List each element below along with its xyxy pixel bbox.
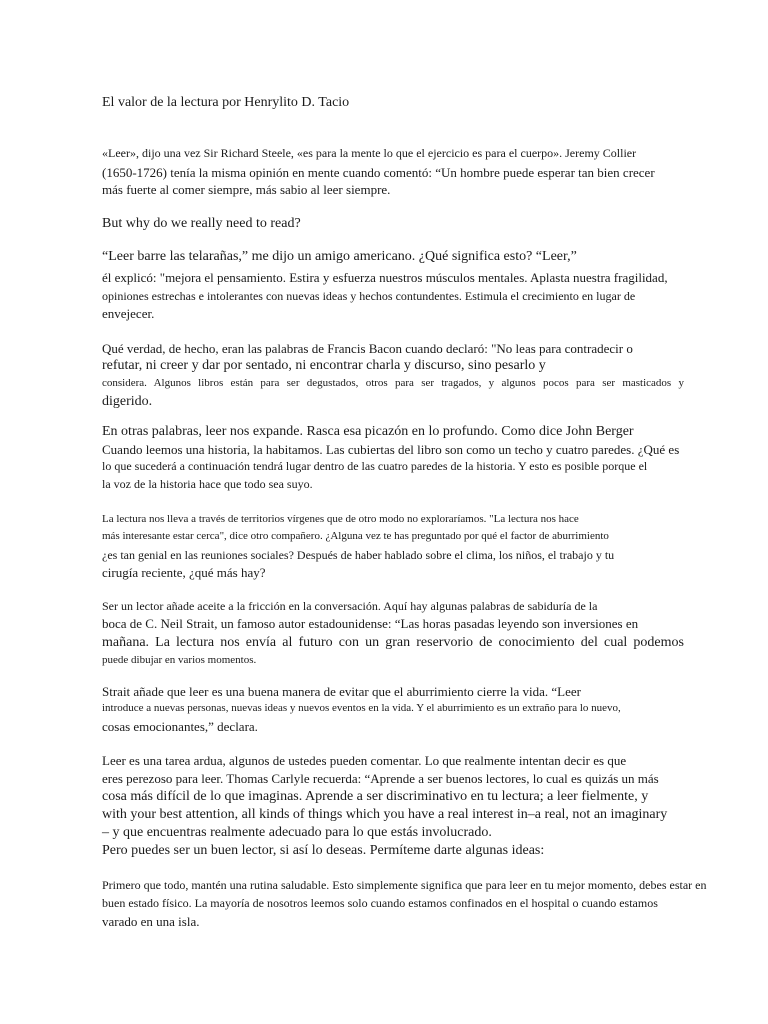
paragraph-line: eres perezoso para leer. Thomas Carlyle recuerda: “Aprende a ser buenos lectores, lo cual es quizás un más bbox=[102, 771, 659, 786]
paragraph-line: considera. Algunos libros están para ser degustados, otros para ser tragados, y algunos pocos para ser masticados y bbox=[102, 377, 684, 389]
paragraph-line: envejecer. bbox=[102, 306, 155, 321]
paragraph-line: with your best attention, all kinds of things which you have a real interest in–a real, not an imaginary bbox=[102, 807, 668, 822]
paragraph-line: digerido. bbox=[102, 394, 153, 409]
paragraph-line: varado en una isla. bbox=[102, 914, 200, 929]
paragraph-line: lo que sucederá a continuación tendrá lugar dentro de las cuatro paredes de la historia. Y esto es posible porque el bbox=[102, 459, 648, 473]
paragraph-line: la voz de la historia hace que todo sea suyo. bbox=[102, 477, 313, 491]
paragraph-line: Leer es una tarea ardua, algunos de ustedes pueden comentar. Lo que realmente intentan decir es que bbox=[102, 753, 627, 768]
paragraph-line: puede dibujar en varios momentos. bbox=[102, 654, 257, 666]
document-title: El valor de la lectura por Henrylito D. Tacio bbox=[102, 95, 350, 110]
paragraph-line: En otras palabras, leer nos expande. Rasca esa picazón en lo profundo. Como dice John Berger bbox=[102, 424, 634, 439]
paragraph-line: Ser un lector añade aceite a la fricción en la conversación. Aquí hay algunas palabras de sabiduría de la bbox=[102, 599, 598, 613]
paragraph-line: Cuando leemos una historia, la habitamos. Las cubiertas del libro son como un techo y cuatro paredes. ¿Qué es bbox=[102, 442, 680, 457]
paragraph-line: cosa más difícil de lo que imaginas. Aprende a ser discriminativo en tu lectura; a leer fielmente, y bbox=[102, 789, 649, 804]
paragraph-line: ¿es tan genial en las reuniones sociales? Después de haber hablado sobre el clima, los niños, el trabajo y tu bbox=[102, 548, 615, 562]
paragraph-line: mañana. La lectura nos envía al futuro con un gran reservorio de conocimiento del cual podemos bbox=[102, 635, 684, 650]
paragraph-line: él explicó: "mejora el pensamiento. Estira y esfuerza nuestros músculos mentales. Aplasta nuestra fragilidad, bbox=[102, 270, 668, 285]
paragraph-line: cirugía reciente, ¿qué más hay? bbox=[102, 565, 266, 580]
paragraph-line: «Leer», dijo una vez Sir Richard Steele, «es para la mente lo que el ejercicio es para el cuerpo». Jeremy Collier bbox=[102, 146, 637, 160]
paragraph-line: “Leer barre las telarañas,” me dijo un amigo americano. ¿Qué significa esto? “Leer,” bbox=[102, 249, 577, 264]
paragraph-line: cosas emocionantes,” declara. bbox=[102, 719, 258, 734]
paragraph-line: más interesante estar cerca", dice otro compañero. ¿Alguna vez te has preguntado por qué el factor de aburrimiento bbox=[102, 530, 609, 542]
paragraph-line: buen estado físico. La mayoría de nosotros leemos solo cuando estamos confinados en el hospital o cuando estamos bbox=[102, 896, 658, 910]
paragraph-line: Qué verdad, de hecho, eran las palabras de Francis Bacon cuando declaró: "No leas para contradecir o bbox=[102, 341, 633, 356]
paragraph-line: Pero puedes ser un buen lector, si así lo deseas. Permíteme darte algunas ideas: bbox=[102, 843, 545, 858]
paragraph-line: But why do we really need to read? bbox=[102, 216, 301, 231]
paragraph-line: Primero que todo, mantén una rutina saludable. Esto simplemente significa que para leer en tu mejor momento, debes estar en bbox=[102, 878, 707, 892]
paragraph-line: opiniones estrechas e intolerantes con nuevas ideas y hechos contundentes. Estimula el crecimiento en lugar de bbox=[102, 289, 636, 303]
paragraph-line: más fuerte al comer siempre, más sabio al leer siempre. bbox=[102, 182, 391, 197]
paragraph-line: boca de C. Neil Strait, un famoso autor estadounidense: “Las horas pasadas leyendo son inversiones en bbox=[102, 616, 639, 631]
paragraph-line: introduce a nuevas personas, nuevas ideas y nuevos eventos en la vida. Y el aburrimiento es un extraño para lo nuevo, bbox=[102, 702, 621, 714]
paragraph-line: La lectura nos lleva a través de territorios vírgenes que de otro modo no exploraríamos. "La lectura nos hace bbox=[102, 513, 579, 525]
paragraph-line: (1650-1726) tenía la misma opinión en mente cuando comentó: “Un hombre puede esperar tan bien crecer bbox=[102, 165, 655, 180]
paragraph-line: – y que encuentras realmente adecuado para lo que estás involucrado. bbox=[102, 825, 492, 840]
paragraph-line: refutar, ni creer y dar por sentado, ni encontrar charla y discurso, sino pesarlo y bbox=[102, 358, 546, 373]
paragraph-line: Strait añade que leer es una buena manera de evitar que el aburrimiento cierre la vida. “Leer bbox=[102, 684, 581, 699]
